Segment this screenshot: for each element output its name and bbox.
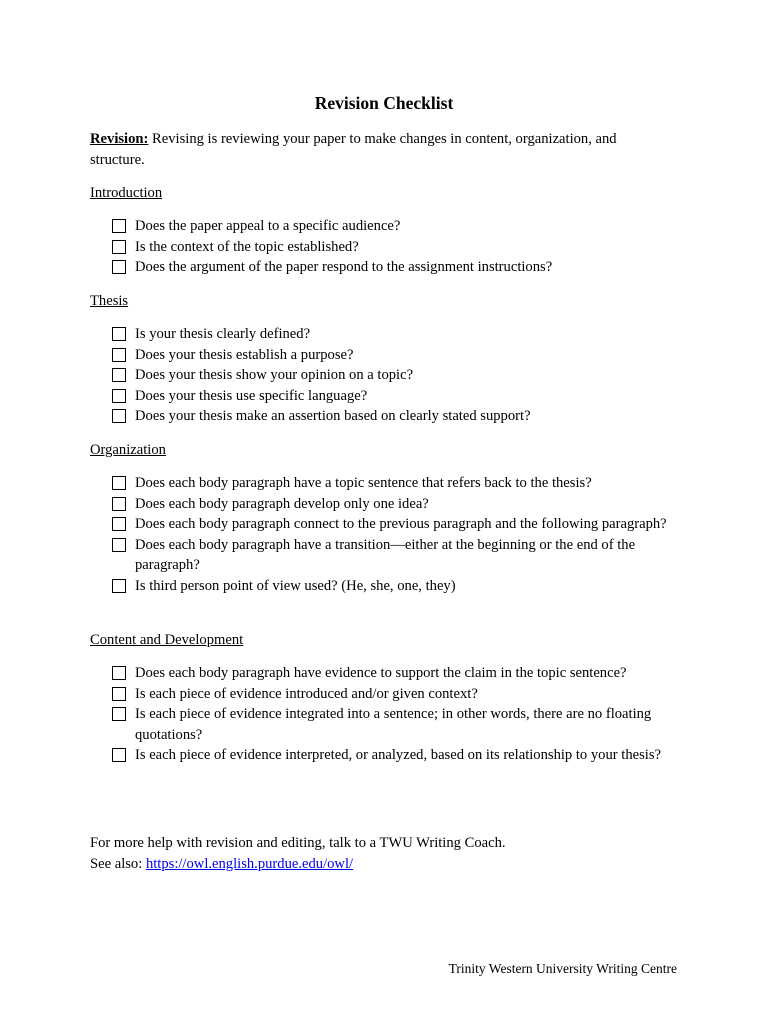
checkbox[interactable] — [112, 517, 126, 531]
checkbox[interactable] — [112, 579, 126, 593]
checklist-item — [112, 684, 682, 705]
checklist-item — [112, 745, 682, 766]
checkbox[interactable] — [112, 497, 126, 511]
checklist-item-text: Is each piece of evidence integrated into a sentence; in other words, there are no floating quotations? — [135, 706, 652, 743]
help-text: For more help with revision and editing, talk to a TWU Writing Coach. — [90, 835, 506, 851]
checklist-item-text: Does your thesis show your opinion on a topic? — [135, 367, 414, 383]
see-also-label: See also: — [90, 855, 146, 872]
owl-link[interactable]: https://owl.english.purdue.edu/owl/ — [145, 855, 354, 872]
writing-centre-name: Trinity Western University Writing Centre — [448, 961, 677, 976]
checkbox[interactable] — [112, 687, 126, 701]
checkbox[interactable] — [112, 368, 126, 382]
checkbox[interactable] — [112, 707, 126, 721]
checklist-item-text: Does your thesis use specific language? — [135, 387, 368, 404]
checklist-item — [112, 576, 682, 597]
thesis-checklist — [112, 324, 682, 427]
checkbox[interactable] — [112, 327, 126, 341]
section-heading-content-development: Content and Development — [90, 632, 244, 648]
checklist-item-text: Does your thesis establish a purpose? — [135, 346, 354, 363]
checklist-item-text: Does each body paragraph connect to the previous paragraph and the following paragraph? — [135, 516, 667, 532]
checkbox[interactable] — [112, 219, 126, 233]
checklist-item-text: Does each body paragraph develop only one idea? — [135, 495, 429, 512]
checklist-item — [112, 663, 682, 684]
checklist-item — [112, 514, 682, 535]
checklist-item-text: Does your thesis make an assertion based on clearly stated support? — [135, 408, 531, 424]
checkbox[interactable] — [112, 389, 126, 403]
checklist-item — [112, 473, 682, 494]
section-heading-introduction: Introduction — [90, 185, 163, 201]
checklist-item — [112, 494, 682, 515]
checklist-item — [112, 535, 682, 576]
checklist-item-text: Is third person point of view used? (He, she, one, they) — [135, 577, 456, 594]
checklist-item-text: Does each body paragraph have evidence to support the claim in the topic sentence? — [135, 665, 627, 681]
checkbox[interactable] — [112, 666, 126, 680]
revision-term: Revision: — [90, 131, 149, 147]
see-also-line — [90, 854, 690, 875]
checklist-item — [112, 257, 682, 278]
checklist-item — [112, 237, 682, 258]
checkbox[interactable] — [112, 538, 126, 552]
checklist-item — [112, 216, 682, 237]
checklist-item-text: Is each piece of evidence introduced and/or given context? — [135, 685, 478, 702]
checklist-item-text: Is the context of the topic established? — [135, 238, 359, 255]
checkbox[interactable] — [112, 260, 126, 274]
page-title: Revision Checklist — [314, 93, 454, 113]
revision-definition-text: Revising is reviewing your paper to make changes in content, organization, and structure. — [90, 131, 617, 168]
checkbox[interactable] — [112, 748, 126, 762]
checkbox[interactable] — [112, 348, 126, 362]
revision-definition — [90, 129, 670, 170]
checkbox[interactable] — [112, 240, 126, 254]
introduction-checklist — [112, 216, 682, 278]
footer-help — [90, 833, 690, 874]
checklist-item — [112, 704, 682, 745]
checklist-item-text: Does the paper appeal to a specific audience? — [135, 218, 401, 234]
checklist-item — [112, 386, 682, 407]
checkbox[interactable] — [112, 409, 126, 423]
checklist-item-text: Is each piece of evidence interpreted, or analyzed, based on its relationship to your thesis? — [135, 747, 661, 763]
checklist-item — [112, 324, 682, 345]
checklist-item-text: Does each body paragraph have a transition—either at the beginning or the end of the paragraph? — [135, 536, 636, 573]
checklist-item-text: Does the argument of the paper respond to the assignment instructions? — [135, 259, 553, 275]
checklist-item — [112, 345, 682, 366]
checklist-item-text: Is your thesis clearly defined? — [135, 326, 311, 342]
section-heading-organization: Organization — [90, 442, 166, 458]
checklist-item — [112, 406, 682, 427]
organization-checklist — [112, 473, 682, 596]
checklist-item-text: Does each body paragraph have a topic sentence that refers back to the thesis? — [135, 475, 592, 491]
checkbox[interactable] — [112, 476, 126, 490]
content-development-checklist — [112, 663, 682, 766]
checklist-item — [112, 365, 682, 386]
section-heading-thesis: Thesis — [90, 293, 129, 309]
